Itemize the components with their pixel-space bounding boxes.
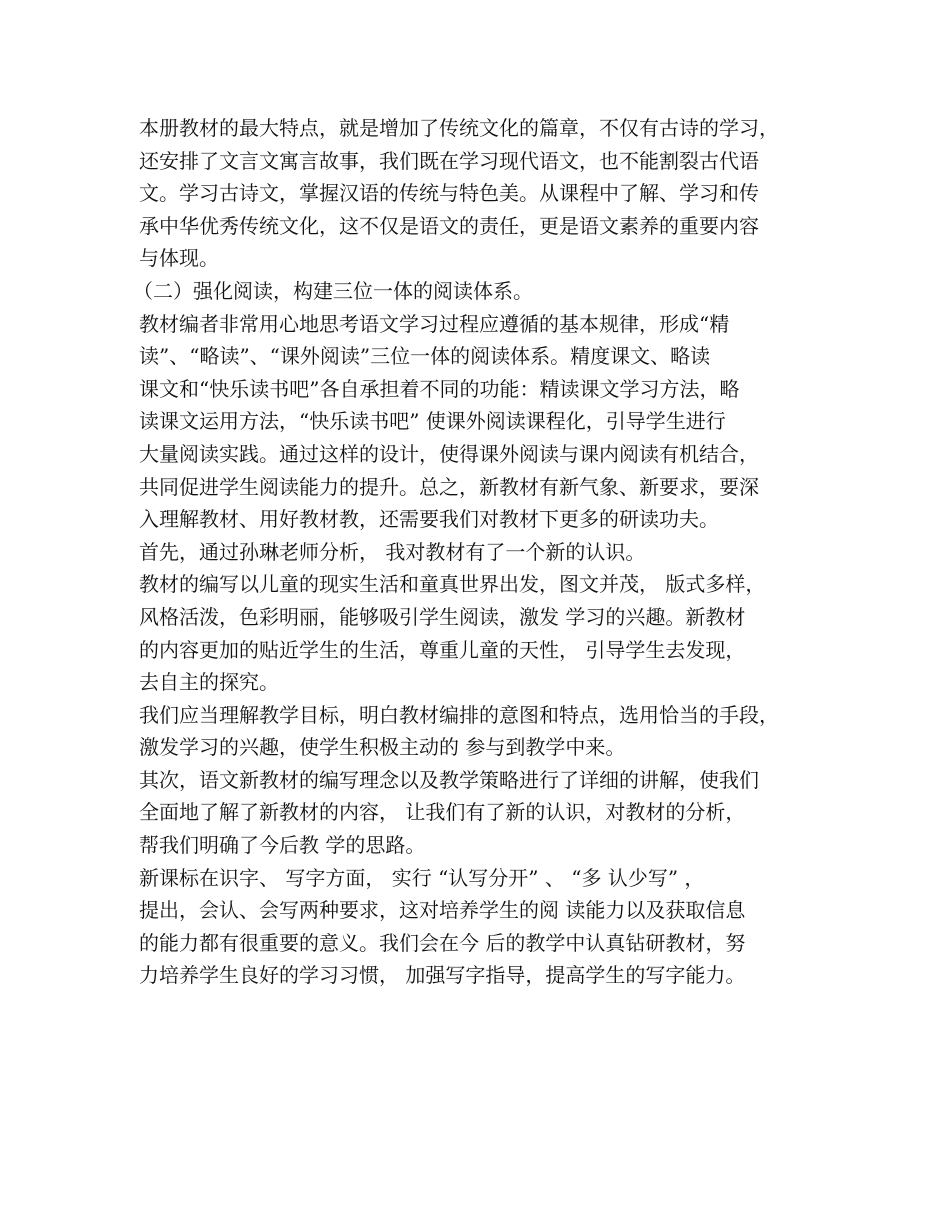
text-line: 读”、“略读”、“课外阅读”三位一体的阅读体系。精度课文、略读 xyxy=(139,344,711,369)
text-line: 其次，语文新教材的编写理念以及教学策略进行了详细的讲解，使我们 xyxy=(139,767,759,792)
section-heading: （二）强化阅读，构建三位一体的阅读体系。 xyxy=(133,278,533,303)
text-line: 共同促进学生阅读能力的提升。总之，新教材有新气象、新要求，要深 xyxy=(139,474,759,499)
text-line: 全面地了解了新教材的内容， 让我们有了新的认识，对教材的分析， xyxy=(139,800,746,825)
text-line: 的内容更加的贴近学生的生活，尊重儿童的天性， 引导学生去发现， xyxy=(139,637,746,662)
text-line: 帮我们明确了今后教 学的思路。 xyxy=(139,833,426,858)
text-line: 提出，会认、会写两种要求，这对培养学生的阅 读能力以及获取信息 xyxy=(139,898,746,923)
text-line: 我们应当理解教学目标，明白教材编排的意图和特点，选用恰当的手段， xyxy=(139,702,779,727)
text-line: 去自主的探究。 xyxy=(139,670,279,695)
text-line: 本册教材的最大特点，就是增加了传统文化的篇章，不仅有古诗的学习， xyxy=(139,116,779,140)
text-line: 首先，通过孙琳老师分析， 我对教材有了一个新的认识。 xyxy=(139,539,646,564)
text-line: 新课标在识字、 写字方面， 实行 “认写分开” 、 “多 认少写” ， xyxy=(139,865,705,890)
text-line: 力培养学生良好的学习习惯， 加强写字指导，提高学生的写字能力。 xyxy=(139,963,746,988)
text-line: 与体现。 xyxy=(139,246,219,271)
text-line: 教材的编写以儿童的现实生活和童真世界出发，图文并茂， 版式多样， xyxy=(139,572,766,597)
text-line: 入理解教材、用好教材教，还需要我们对教材下更多的研读功夫。 xyxy=(139,507,719,532)
text-line: 承中华优秀传统文化，这不仅是语文的责任，更是语文素养的重要内容 xyxy=(139,213,759,238)
text-line: 教材编者非常用心地思考语文学习过程应遵循的基本规律，形成“精 xyxy=(139,311,730,336)
text-line: 课文和“快乐读书吧”各自承担着不同的功能：精读课文学习方法，略 xyxy=(139,376,740,401)
text-line: 大量阅读实践。通过这样的设计，使得课外阅读与课内阅读有机结合， xyxy=(139,441,759,466)
text-line: 风格活泼，色彩明丽，能够吸引学生阅读，激发 学习的兴趣。新教材 xyxy=(139,604,746,629)
text-line: 还安排了文言文寓言故事，我们既在学习现代语文，也不能割裂古代语 xyxy=(139,148,759,173)
text-line: 激发学习的兴趣，使学生积极主动的 参与到教学中来。 xyxy=(139,735,626,760)
text-line: 读课文运用方法，“快乐读书吧” 使课外阅读课程化，引导学生进行 xyxy=(139,409,726,434)
text-line: 的能力都有很重要的意义。我们会在今 后的教学中认真钻研教材，努 xyxy=(139,930,746,955)
document-body xyxy=(133,112,839,992)
text-line: 文。学习古诗文，掌握汉语的传统与特色美。从课程中了解、学习和传 xyxy=(139,181,759,206)
